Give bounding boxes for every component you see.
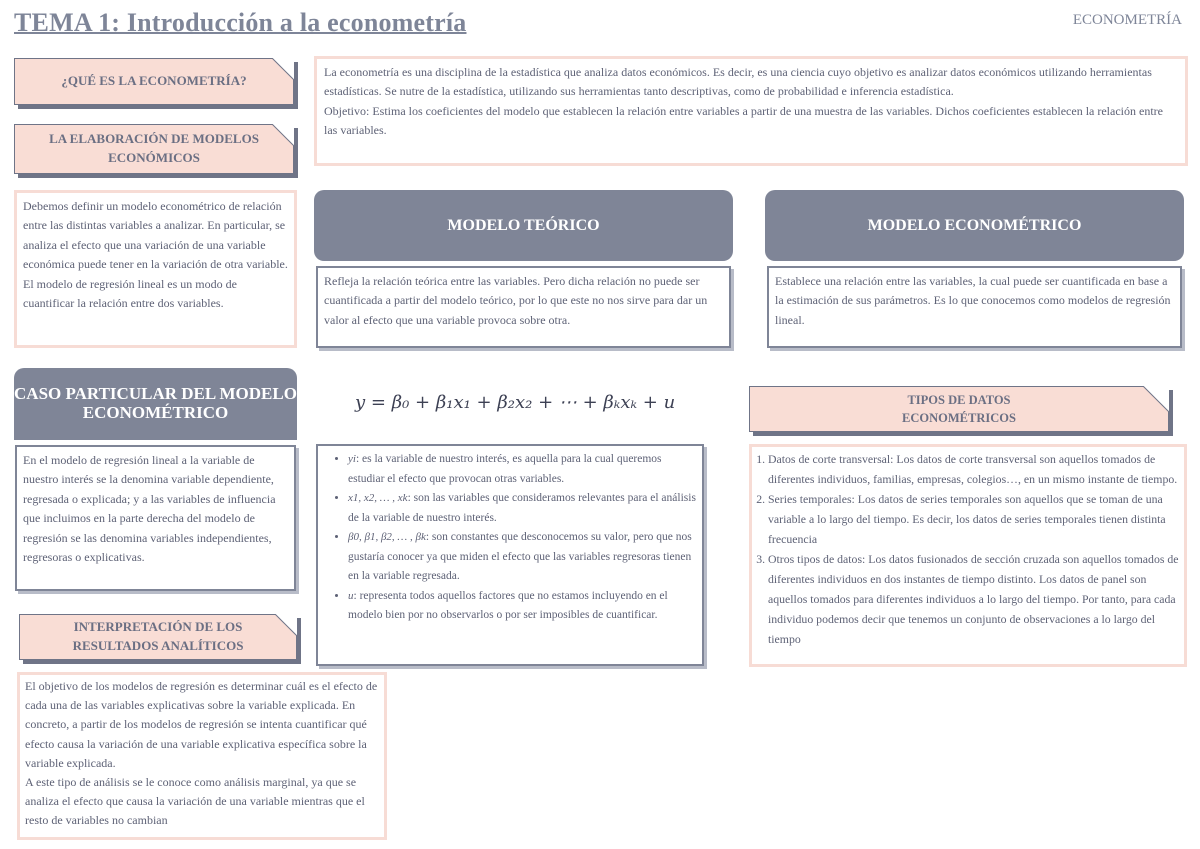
list-item: 2. Series temporales: Los datos de series temporales son aquellos que se toman de una variable a lo largo del tiempo. Es decir, los datos de series temporales tienen distinta frecuencia (768, 489, 1180, 549)
modelo-teorico-header: MODELO TEÓRICO (314, 190, 733, 261)
variables-list (324, 450, 696, 626)
modelo-teorico-box (316, 266, 731, 348)
que-es-paragraph-2: Objetivo: Estima los coeficientes del modelo que establecen la relación entre variables a partir de una muestra de las variables. Dichos coeficientes establecen la relación entre las variables. (324, 103, 1163, 138)
que-es-paragraph-1: La econometría es una disciplina de la estadística que analiza datos económicos. Es decir, es una ciencia cuyo objetivo es analizar datos económicos utilizando herramientas estadísticas. Se nutre de la estadística, utilizando sus herramientas tanto descriptivas, como de probabilidad e inferencia estadística. (324, 65, 1152, 99)
tipos-box (749, 444, 1187, 667)
folded-corner-icon (1143, 386, 1169, 412)
caso-particular-header: CASO PARTICULAR DEL MODELO ECONOMÉTRICO (14, 368, 297, 440)
tipos-label (749, 386, 1169, 432)
que-es-label-text: ¿QUÉ ES LA ECONOMETRÍA? (61, 73, 247, 89)
interpretacion-paragraph-2: A este tipo de análisis se le conoce como análisis marginal, ya que se analiza el efecto que causa la variación de una variable mientras que el resto de variables no cambian (25, 774, 365, 828)
modelo-teorico-text: Refleja la relación teórica entre las variables. Pero dicha relación no puede ser cuantificada a partir del modelo teórico, por lo que este no nos sirve para dar un valor al efecto que una variable provoca sobre otra. (324, 274, 708, 327)
folded-corner-icon (275, 614, 297, 636)
list-item: • yi: es la variable de nuestro interés, es aquella para la cual queremos estudiar el efecto que provocan otras variables. (348, 450, 696, 489)
tipos-list (756, 449, 1180, 649)
variables-box (316, 444, 704, 666)
modelo-econometrico-header: MODELO ECONOMÉTRICO (765, 190, 1184, 261)
elaboracion-text: Debemos definir un modelo econométrico de relación entre las distintas variables a analizar. En particular, se analiza el efecto que una variación de una variable económica puede tener en la variación de otra variable. El modelo de regresión lineal es un modo de cuantificar la relación entre dos variables. (23, 199, 288, 311)
list-item: • β0, β1, β2, … , βk: son constantes que desconocemos su valor, pero que nos gustaría conocer ya que miden el efecto que las variables regresoras tienen en la variable regresada. (348, 528, 696, 587)
subject-label: ECONOMETRÍA (1072, 12, 1182, 28)
list-item: • u: representa todos aquellos factores que no estamos incluyendo en el modelo bien por no observarlos o por ser imposibles de cuantificar. (348, 587, 696, 626)
folded-corner-icon (272, 124, 294, 146)
interpretacion-paragraph-1: El objetivo de los modelos de regresión es determinar cuál es el efecto de cada una de las variables explicativas sobre la variable explicada. En concreto, a partir de los modelos de regresión se intenta cuantificar qué efecto causa la variación de una variable explicativa específica sobre la variable explicada. (25, 679, 378, 770)
modelo-econometrico-box (767, 266, 1182, 348)
modelo-econometrico-text: Establece una relación entre las variables, la cual puede ser cuantificada en base a la estimación de sus parámetros. Es lo que conocemos como modelos de regresión lineal. (775, 274, 1171, 327)
list-item: 3. Otros tipos de datos: Los datos fusionados de sección cruzada son aquellos tomados de diferentes individuos en dos instantes de tiempo distinto. Los datos de panel son aquellos tomados para diferentes individuos a lo largo del tiempo. Por tanto, para cada individuo podemos decir que tenemos un conjunto de observaciones a lo largo del tiempo (768, 549, 1180, 649)
page-title: TEMA 1: Introducción a la econometría (14, 8, 467, 37)
que-es-box (314, 56, 1188, 166)
que-es-label (14, 58, 294, 105)
list-item: • x1, x2, … , xk: son las variables que consideramos relevantes para el análisis de la variable de nuestro interés. (348, 489, 696, 528)
folded-corner-icon (272, 58, 294, 80)
list-item: 1. Datos de corte transversal: Los datos de corte transversal son aquellos tomados de diferentes individuos, familias, empresas, colegios…, en un mismo instante de tiempo. (768, 449, 1180, 489)
regression-formula: y = β₀ + β₁x₁ + β₂x₂ + ⋯ + βₖxₖ + u (355, 392, 676, 413)
elaboracion-box (14, 190, 297, 348)
caso-particular-text: En el modelo de regresión lineal a la variable de nuestro interés se la denomina variable dependiente, regresada o explicada; y a las variables de influencia que incluimos en la parte derecha del modelo de regresión se las denomina variables independientes, regresoras o explicativas. (23, 453, 276, 565)
elaboracion-label-text: LA ELABORACIÓN DE MODELOS ECONÓMICOS (49, 131, 259, 165)
interpretacion-box (17, 672, 387, 840)
interpretacion-label (19, 614, 297, 660)
caso-particular-box (15, 445, 296, 591)
tipos-label-text: TIPOS DE DATOS ECONOMÉTRICOS (902, 392, 1016, 425)
elaboracion-label (14, 124, 294, 174)
interpretacion-label-text: INTERPRETACIÓN DE LOS RESULTADOS ANALÍTICOS (72, 619, 244, 653)
